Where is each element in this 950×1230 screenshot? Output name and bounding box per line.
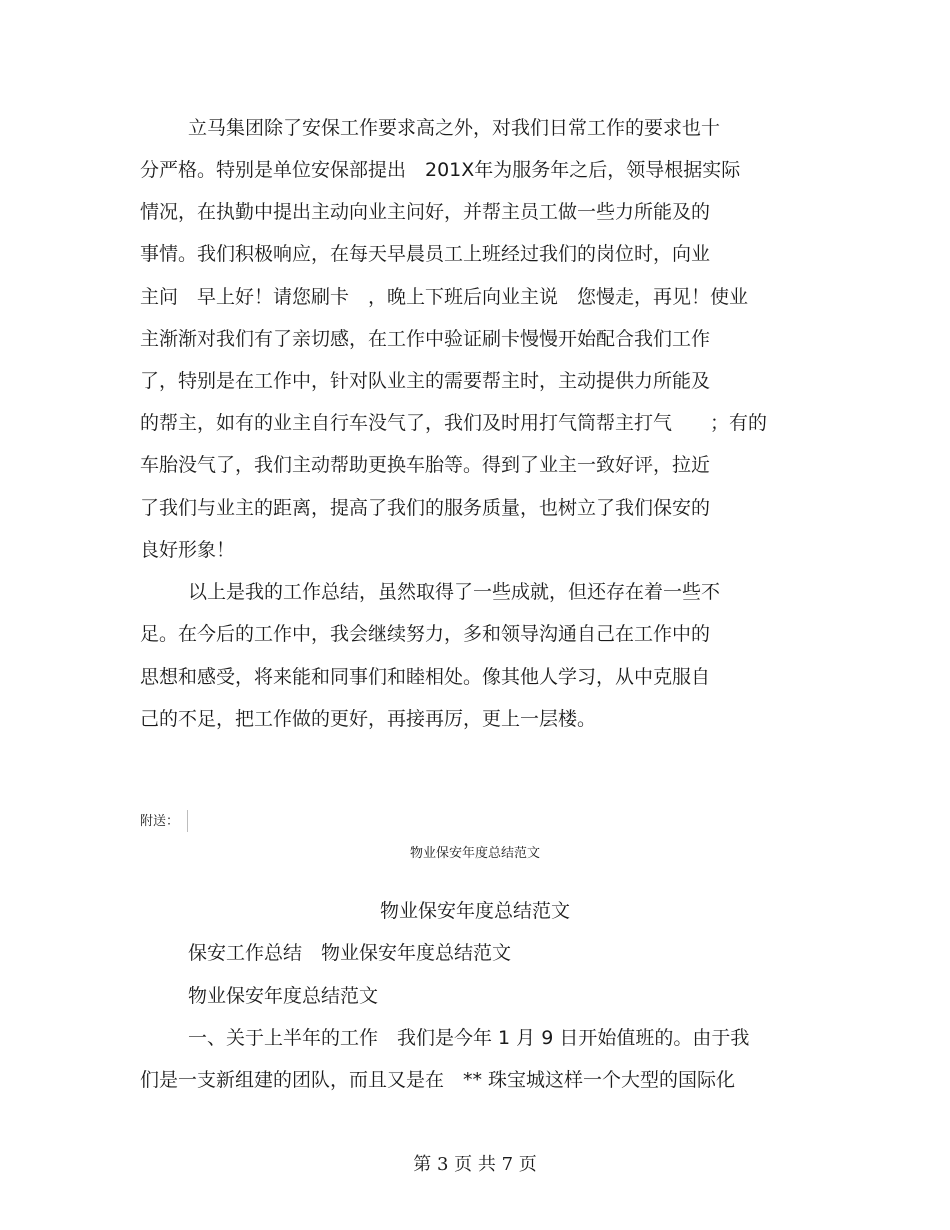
body-line: 己的不足，把工作做的更好，再接再厉，更上一层楼。 <box>140 708 597 730</box>
separator <box>187 810 188 832</box>
body-line: 物业保安年度总结范文 <box>188 985 379 1007</box>
body-line: 的帮主，如有的业主自行车没气了，我们及时用打气筒帮主打气 ；有的 <box>140 412 768 434</box>
body-line: 了我们与业主的距离，提高了我们的服务质量，也树立了我们保安的 <box>140 497 711 519</box>
page-number: 第 3 页 共 7 页 <box>413 1154 537 1175</box>
body-line: 事情。我们积极响应，在每天早晨员工上班经过我们的岗位时，向业 <box>140 243 711 265</box>
body-line: 分严格。特别是单位安保部提出 201X年为服务年之后，领导根据实际 <box>140 159 741 181</box>
body-line: 立马集团除了安保工作要求高之外，对我们日常工作的要求也十 <box>188 117 721 139</box>
body-line: 了，特别是在工作中，针对队业主的需要帮主时，主动提供力所能及 <box>140 370 711 392</box>
body-line: 车胎没气了，我们主动帮助更换车胎等。得到了业主一致好评，拉近 <box>140 454 711 476</box>
body-line: 一、关于上半年的工作 我们是今年 1 月 9 日开始值班的。由于我 <box>188 1027 750 1049</box>
body-line: 情况，在执勤中提出主动向业主问好，并帮主员工做一些力所能及的 <box>140 201 711 223</box>
body-line: 足。在今后的工作中，我会继续努力，多和领导沟通自己在工作中的 <box>140 623 711 645</box>
body-line: 保安工作总结 物业保安年度总结范文 <box>188 942 512 964</box>
body-line: 主渐渐对我们有了亲切感，在工作中验证刷卡慢慢开始配合我们工作 <box>140 328 711 350</box>
section-title: 物业保安年度总结范文 <box>379 900 570 922</box>
body-line: 以上是我的工作总结，虽然取得了一些成就，但还存在着一些不 <box>188 581 721 603</box>
attachment-label: 附送： <box>140 814 180 829</box>
small-title: 物业保安年度总结范文 <box>409 846 540 861</box>
body-line: 们是一支新组建的团队，而且又是在 ** 珠宝城这样一个大型的国际化 <box>140 1069 736 1091</box>
body-line: 良好形象！ <box>140 539 236 561</box>
body-line: 主问 早上好！请您刷卡 ，晚上下班后向业主说 您慢走，再见！使业 <box>140 286 749 308</box>
body-line: 思想和感受，将来能和同事们和睦相处。像其他人学习，从中克服自 <box>140 666 711 688</box>
